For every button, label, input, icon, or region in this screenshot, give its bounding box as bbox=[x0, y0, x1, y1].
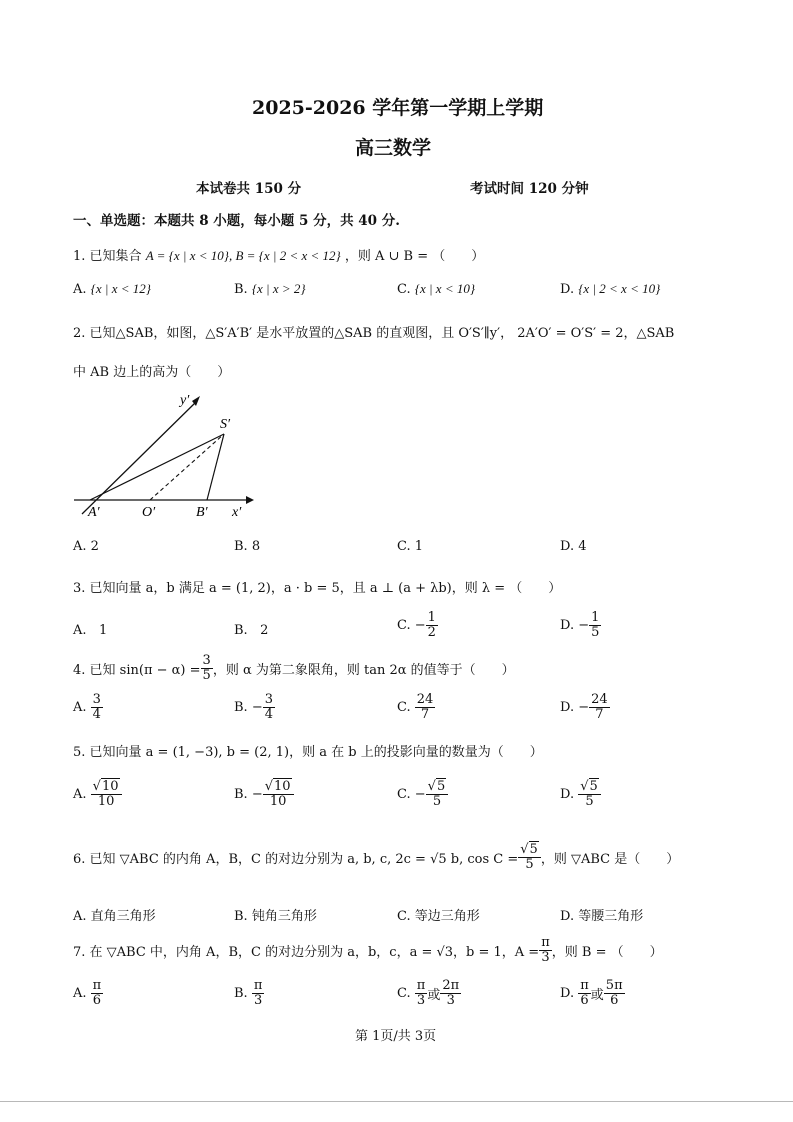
q3-option-a: A. 1 bbox=[73, 623, 108, 638]
q2-text-line1: 2. 已知△SAB，如图，△S′A′B′ 是水平放置的△SAB 的直观图，且 O′S′∥y′， 2A′O′ = O′S′ = 2，△SAB bbox=[73, 326, 675, 341]
q5-option-b: B. − $\frac{√10}{10}$ bbox=[234, 780, 294, 808]
label-x-prime: x′ bbox=[232, 505, 242, 520]
q1-option-c: C. {x | x < 10} bbox=[397, 281, 476, 297]
q6-option-c: C. 等边三角形 bbox=[397, 909, 480, 924]
q7-option-b: B. $\frac{\pi}{3}$ bbox=[234, 978, 263, 1008]
q4-option-a: A. $\frac{3}{4}$ bbox=[73, 692, 101, 722]
exam-time: 考试时间 120 分钟 bbox=[470, 181, 589, 197]
q5-text: 5. 已知向量 a = (1, −3), b = (2, 1)，则 a 在 b 上的投影向量的数量为（ ） bbox=[73, 745, 543, 760]
q4-option-d: D. − $\frac{24}{7}$ bbox=[560, 692, 608, 722]
q7-text: 7. 在 ▽ABC 中，内角 A，B，C 的对边分别为 a，b，c，a = √3，b = 1，A = $\frac{\pi}{3}$ ，则 B = （ ） bbox=[73, 935, 663, 965]
q2-option-c: C. 1 bbox=[397, 539, 424, 554]
q3-text: 3. 已知向量 a，b 满足 a = (1, 2)，a · b = 5，且 a ⊥ (a + λb)，则 λ = （ ） bbox=[73, 581, 562, 596]
q6-option-d: D. 等腰三角形 bbox=[560, 909, 644, 924]
q2-figure bbox=[70, 388, 255, 523]
footer-divider bbox=[0, 1101, 793, 1102]
label-o-prime: O′ bbox=[142, 505, 156, 520]
label-b-prime: B′ bbox=[196, 505, 208, 520]
label-s-prime: S′ bbox=[220, 417, 231, 432]
exam-subtitle: 高三数学 bbox=[355, 137, 432, 159]
q5-option-c: C. − $\frac{√5}{5}$ bbox=[397, 780, 448, 808]
q3-option-c: C. − $\frac{1}{2}$ bbox=[397, 610, 436, 640]
q1-text: 1. 已知集合 bbox=[73, 249, 142, 264]
total-score: 本试卷共 150 分 bbox=[196, 181, 302, 197]
q4-option-b: B. − $\frac{3}{4}$ bbox=[234, 692, 274, 722]
x-axis-arrow bbox=[246, 496, 254, 504]
q4-text: 4. 已知 sin(π − α) = $\frac{3}{5}$ ，则 α 为第二象限角，则 tan 2α 的值等于（ ） bbox=[73, 653, 515, 683]
q1-option-b: B. {x | x > 2} bbox=[234, 281, 306, 297]
exam-title: 2025-2026 学年第一学期上学期 bbox=[252, 97, 544, 119]
q6-text: 6. 已知 ▽ABC 的内角 A，B，C 的对边分别为 a, b, c, 2c = √5 b, cos C = $\frac{√5}{5}$ ，则 ▽ABC 是（ ） bbox=[73, 842, 680, 872]
q2-text-line2: 中 AB 边上的高为（ ） bbox=[73, 365, 231, 380]
segment-o-s-dashed bbox=[150, 434, 224, 500]
q1-option-d: D. {x | 2 < x < 10} bbox=[560, 281, 661, 297]
q6-option-b: B. 钝角三角形 bbox=[234, 909, 317, 924]
q3-option-d: D. − $\frac{1}{5}$ bbox=[560, 610, 600, 640]
q1-tail: ，则 A ∪ B = （ ） bbox=[344, 249, 485, 264]
q6-option-a: A. 直角三角形 bbox=[73, 909, 156, 924]
q4-option-c: C. $\frac{24}{7}$ bbox=[397, 692, 434, 722]
section-heading: 一、单选题：本题共 8 小题，每小题 5 分，共 40 分. bbox=[73, 213, 400, 229]
label-y-prime: y′ bbox=[180, 393, 190, 408]
y-axis bbox=[82, 402, 196, 514]
q1-expression: A = {x | x < 10}, B = {x | 2 < x < 12} bbox=[145, 248, 341, 263]
q3-option-b: B. 2 bbox=[234, 623, 269, 638]
segment-b-s bbox=[207, 434, 224, 500]
q5-option-a: A. $\frac{√10}{10}$ bbox=[73, 780, 122, 808]
q5-option-d: D. $\frac{√5}{5}$ bbox=[560, 780, 601, 808]
q2-option-a: A. 2 bbox=[73, 539, 99, 554]
page-number: 第 1页/共 3页 bbox=[355, 1029, 437, 1044]
q7-option-a: A. $\frac{\pi}{6}$ bbox=[73, 978, 102, 1008]
q2-option-b: B. 8 bbox=[234, 539, 261, 554]
q7-option-c: C. $\frac{\pi}{3}$ 或 $\frac{2\pi}{3}$ bbox=[397, 978, 460, 1008]
label-a-prime: A′ bbox=[88, 505, 100, 520]
segment-a-s bbox=[90, 434, 224, 500]
question-1 bbox=[73, 245, 484, 264]
q1-option-a: A. {x | x < 12} bbox=[73, 281, 151, 297]
q2-option-d: D. 4 bbox=[560, 539, 587, 554]
q7-option-d: D. $\frac{\pi}{6}$ 或 $\frac{5\pi}{6}$ bbox=[560, 978, 623, 1008]
